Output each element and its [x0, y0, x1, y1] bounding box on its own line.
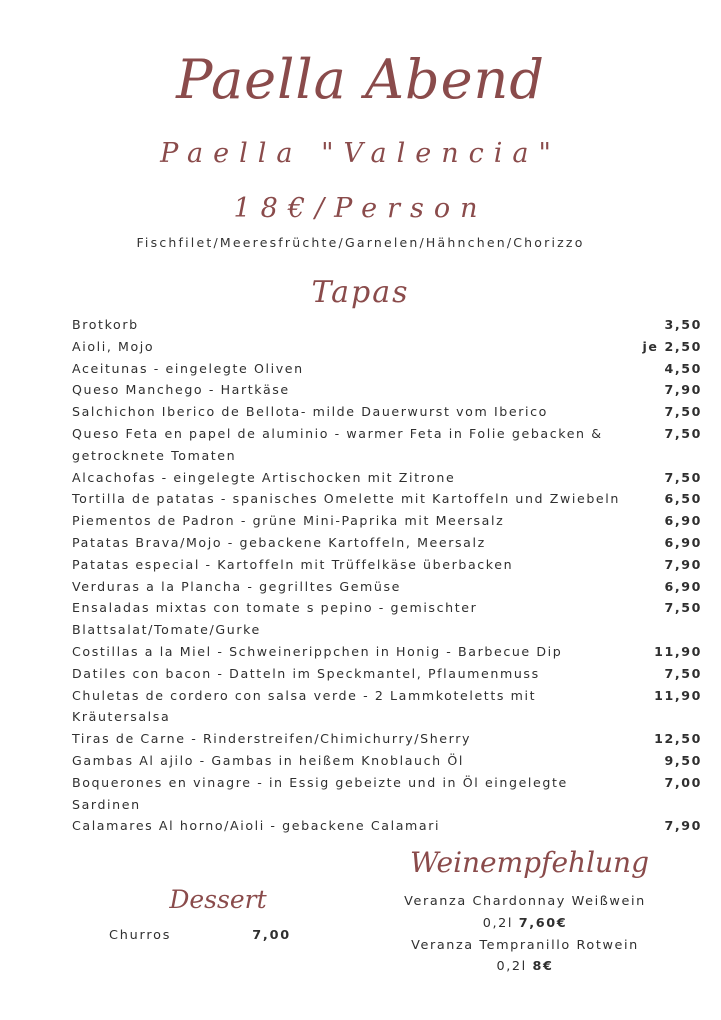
- tapas-item: [72, 336, 702, 358]
- tapas-item-name: Tiras de Carne - Rinderstreifen/Chimichurry/Sherry: [72, 731, 472, 747]
- tapas-item-price: 7,90: [664, 556, 702, 572]
- white-wine-price: 7,60€: [518, 915, 568, 931]
- tapas-item-name: Aioli, Mojo: [72, 338, 155, 354]
- tapas-item: [72, 423, 702, 467]
- tapas-item: [72, 510, 702, 532]
- red-wine-size: 0,2l: [496, 959, 527, 975]
- tapas-item-price: 7,50: [664, 404, 702, 420]
- tapas-item-price: 6,50: [664, 491, 702, 507]
- tapas-item: [72, 641, 702, 663]
- tapas-item-price: 7,00: [664, 774, 702, 790]
- tapas-item-price: 6,90: [664, 513, 702, 529]
- tapas-item-name: Queso Manchego - Hartkäse: [72, 382, 290, 398]
- tapas-item-name: Alcachofas - eingelegte Artischocken mit Zitrone: [72, 469, 456, 485]
- tapas-item: [72, 314, 702, 336]
- dessert-item-price: 7,00: [252, 928, 291, 943]
- tapas-item: [72, 467, 702, 489]
- white-wine-size: 0,2l: [482, 915, 514, 931]
- tapas-item-price: 7,50: [664, 425, 702, 441]
- tapas-item-name: Datiles con bacon - Datteln im Speckmantel, Pflaumenmuss: [72, 665, 540, 681]
- menu-subtitle: Paella "Valencia": [160, 138, 561, 169]
- tapas-item-name: Piementos de Padron - grüne Mini-Paprika mit Meersalz: [72, 513, 505, 529]
- tapas-item: [72, 358, 702, 380]
- tapas-item-name: Tortilla de patatas - spanisches Omelette mit Kartoffeln und Zwiebeln: [72, 491, 620, 507]
- paella-ingredients: Fischfilet/Meeresfrüchte/Garnelen/Hähnchen/Chorizzo: [136, 235, 585, 250]
- tapas-item-price: 6,90: [664, 578, 702, 594]
- tapas-item-name: Gambas Al ajilo - Gambas in heißem Knoblauch Öl: [72, 752, 464, 768]
- tapas-item-name: Aceitunas - eingelegte Oliven: [72, 360, 304, 376]
- tapas-item: [72, 379, 702, 401]
- tapas-item-price: 11,90: [654, 643, 702, 659]
- wine-recommendations: [400, 891, 650, 978]
- tapas-item-price: 7,90: [664, 818, 702, 834]
- tapas-item: [72, 663, 702, 685]
- tapas-item: [72, 532, 702, 554]
- tapas-item-name: Boquerones en vinagre - in Essig gebeizte und in Öl eingelegte Sardinen: [72, 774, 568, 812]
- tapas-item-price: 7,50: [664, 600, 702, 616]
- dessert-item: [109, 928, 291, 943]
- tapas-item: [72, 554, 702, 576]
- tapas-item-price: 11,90: [654, 687, 702, 703]
- red-wine-name: Veranza Tempranillo Rotwein: [411, 937, 639, 953]
- tapas-item-price: 3,50: [664, 317, 702, 332]
- tapas-item: [72, 728, 702, 750]
- tapas-item-price: 6,90: [664, 534, 702, 550]
- red-wine-price: 8€: [532, 959, 554, 975]
- tapas-item-name: Queso Feta en papel de aluminio - warmer Feta in Folie gebacken & getrocknete Tomaten: [72, 425, 603, 463]
- tapas-item: [72, 685, 702, 729]
- tapas-item-name: Verduras a la Plancha - gegrilltes Gemüse: [72, 578, 402, 594]
- white-wine-offer: [400, 913, 650, 935]
- tapas-item-name: Calamares Al horno/Aioli - gebackene Calamari: [72, 818, 441, 834]
- tapas-list: [72, 314, 702, 837]
- tapas-heading: Tapas: [311, 275, 410, 310]
- tapas-item-price: 12,50: [654, 731, 702, 747]
- tapas-item-name: Patatas Brava/Mojo - gebackene Kartoffeln, Meersalz: [72, 534, 486, 550]
- tapas-item-price: 7,90: [664, 382, 702, 398]
- tapas-item-price: je 2,50: [642, 338, 702, 354]
- tapas-item: [72, 772, 702, 816]
- tapas-item-price: 9,50: [664, 752, 702, 768]
- menu-title: Paella Abend: [176, 48, 545, 111]
- dessert-heading: Dessert: [169, 885, 267, 914]
- tapas-item-name: Chuletas de cordero con salsa verde - 2 Lammkoteletts mit Kräutersalsa: [72, 687, 537, 725]
- tapas-item-name: Brotkorb: [72, 317, 139, 332]
- tapas-item-price: 7,50: [664, 469, 702, 485]
- tapas-item: [72, 576, 702, 598]
- tapas-item-name: Salchichon Iberico de Bellota- milde Dauerwurst vom Iberico: [72, 404, 548, 420]
- wine-heading: Weinempfehlung: [410, 846, 650, 879]
- tapas-item-name: Costillas a la Miel - Schweinerippchen in Honig - Barbecue Dip: [72, 643, 563, 659]
- red-wine-offer: [400, 956, 650, 978]
- tapas-item: [72, 750, 702, 772]
- tapas-item-price: 7,50: [664, 665, 702, 681]
- tapas-item-name: Ensaladas mixtas con tomate s pepino - gemischter Blattsalat/Tomate/Gurke: [72, 600, 478, 638]
- tapas-item: [72, 597, 702, 641]
- tapas-item-name: Patatas especial - Kartoffeln mit Trüffelkäse überbacken: [72, 556, 514, 572]
- white-wine-name: Veranza Chardonnay Weißwein: [404, 894, 646, 909]
- paella-price: 18€/Person: [233, 193, 488, 224]
- tapas-item: [72, 401, 702, 423]
- tapas-item: [72, 815, 702, 837]
- tapas-item: [72, 488, 702, 510]
- tapas-item-price: 4,50: [664, 360, 702, 376]
- dessert-item-name: Churros: [109, 928, 172, 943]
